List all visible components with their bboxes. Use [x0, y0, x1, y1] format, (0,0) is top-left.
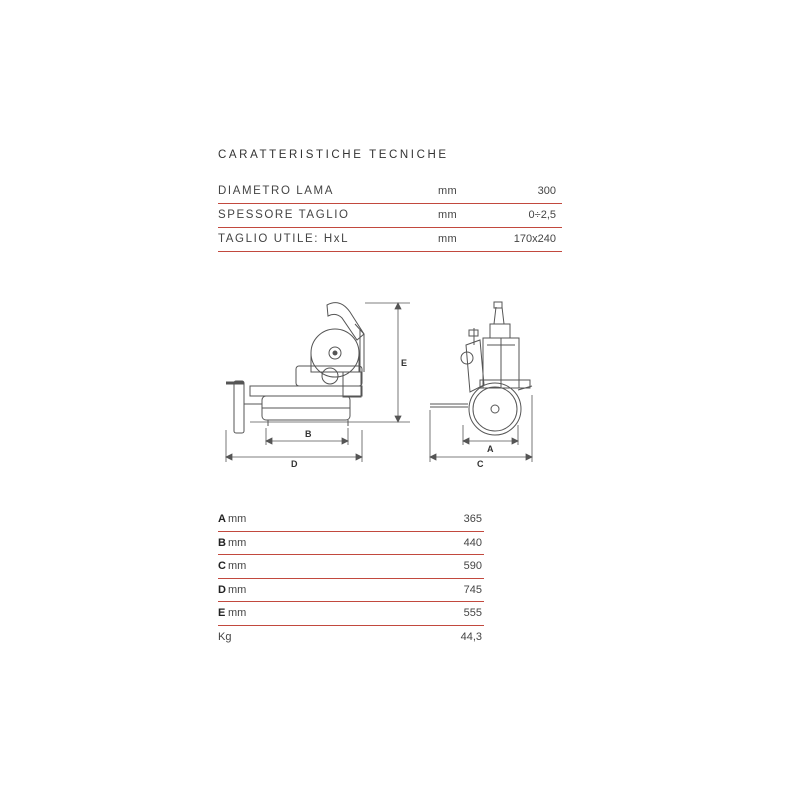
spec-unit: mm — [438, 209, 457, 221]
dim-label-b: B — [305, 429, 312, 439]
spec-unit: mm — [438, 233, 457, 245]
page-title: CARATTERISTICHE TECNICHE — [218, 149, 449, 161]
dim-label-e: E — [401, 358, 408, 368]
base-frame — [250, 386, 362, 396]
side-view — [226, 303, 364, 433]
dimension-unit: mm — [228, 536, 247, 549]
dimension-value: 365 — [463, 513, 482, 525]
dimension-row — [218, 555, 484, 579]
dimension-unit: mm — [228, 513, 247, 525]
dimension-row — [218, 602, 484, 626]
spec-unit: mm — [438, 185, 457, 197]
dimension-value: 440 — [463, 536, 482, 549]
spec-label: DIAMETRO LAMA — [218, 185, 335, 197]
dim-label-a: A — [487, 444, 494, 454]
blade-guard — [327, 303, 364, 340]
dimension-unit: mm — [228, 560, 247, 572]
dim-label-c: C — [477, 459, 484, 469]
dimension-value: 555 — [463, 607, 482, 619]
dimension-letter: A — [218, 513, 226, 525]
weight-value: 44,3 — [460, 630, 482, 643]
dimension-row — [218, 532, 484, 556]
dimension-letter: E — [218, 607, 226, 619]
spec-label: TAGLIO UTILE: HxL — [218, 233, 350, 245]
spec-value: 300 — [537, 185, 556, 197]
dimension-value: 590 — [463, 560, 482, 572]
dimension-row — [218, 508, 484, 532]
front-view — [430, 302, 532, 435]
dimension-letter: D — [218, 583, 226, 596]
dimension-row — [218, 579, 484, 603]
weight-row — [218, 626, 484, 649]
dimension-table — [218, 508, 484, 648]
dimension-unit: mm — [228, 583, 247, 596]
crank-wheel-icon — [234, 381, 244, 433]
wheel — [469, 383, 521, 435]
spec-label: SPESSORE TAGLIO — [218, 209, 350, 221]
spec-value: 0÷2,5 — [528, 209, 556, 221]
dim-label-d: D — [291, 459, 298, 469]
dimension-lines — [226, 303, 532, 462]
dimension-letter: C — [218, 560, 226, 572]
dimension-unit: mm — [228, 607, 247, 619]
spec-value: 170x240 — [513, 233, 556, 245]
weight-unit: Kg — [218, 630, 232, 643]
dimension-labels — [291, 358, 494, 469]
dimension-letter: B — [218, 536, 226, 549]
dimension-value: 745 — [463, 583, 482, 596]
